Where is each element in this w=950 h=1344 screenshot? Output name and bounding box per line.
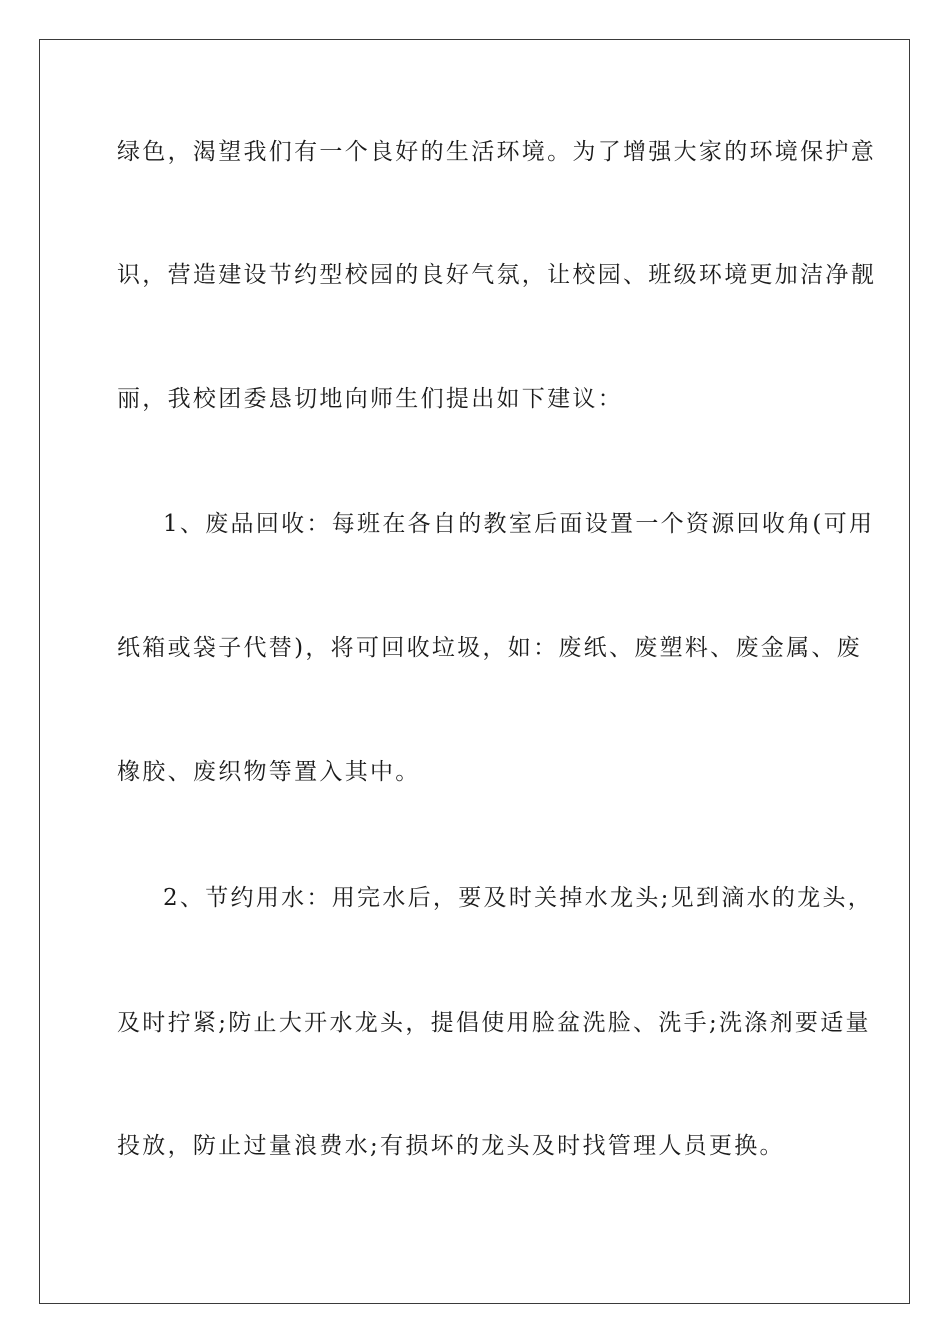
item-2-line-2: 及时拧紧;防止大开水龙头，提倡使用脸盆洗脸、洗手;洗涤剂要适量 [117, 1010, 871, 1036]
item-1-line-3: 橡胶、废织物等置入其中。 [117, 759, 421, 785]
item-1-line-2: 纸箱或袋子代替)，将可回收垃圾，如：废纸、废塑料、废金属、废 [117, 635, 862, 661]
paragraph-intro-line-1: 绿色，渴望我们有一个良好的生活环境。为了增强大家的环境保护意 [117, 139, 876, 165]
item-2-line-3: 投放，防止过量浪费水;有损坏的龙头及时找管理人员更换。 [117, 1133, 785, 1159]
item-2-line-1: 2、节约用水：用完水后，要及时关掉水龙头;见到滴水的龙头， [163, 885, 874, 911]
paragraph-intro-line-3: 丽，我校团委恳切地向师生们提出如下建议： [117, 386, 623, 412]
page-border [39, 39, 910, 1304]
paragraph-intro-line-2: 识，营造建设节约型校园的良好气氛，让校园、班级环境更加洁净靓 [117, 262, 876, 288]
item-1-line-1: 1、废品回收：每班在各自的教室后面设置一个资源回收角(可用 [163, 511, 875, 537]
